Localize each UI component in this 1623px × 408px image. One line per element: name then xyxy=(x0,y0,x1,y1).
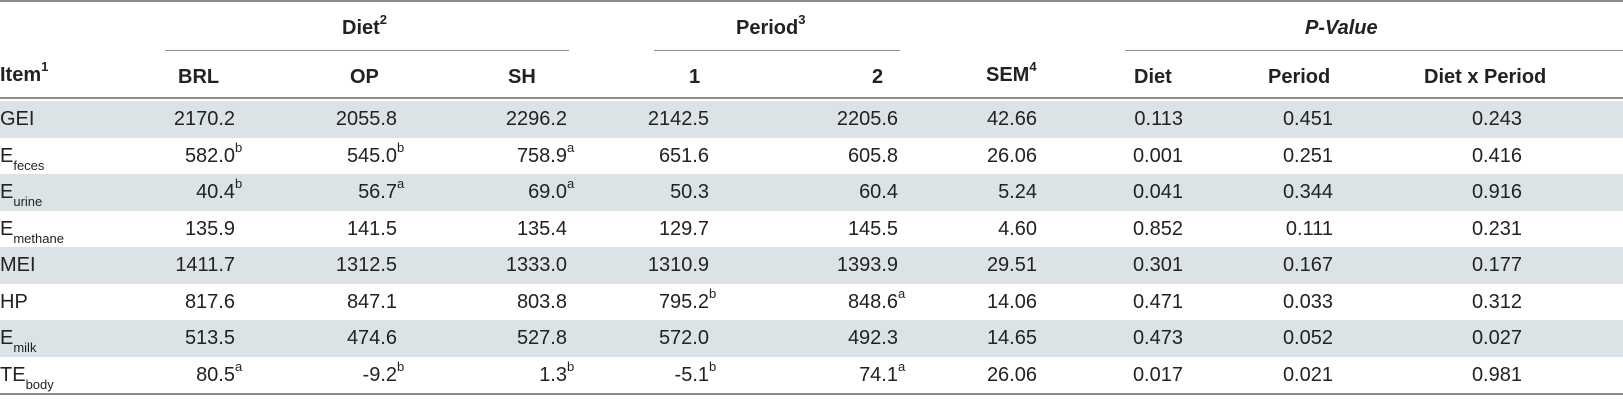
cell-p-period xyxy=(1283,363,1333,387)
cell-value: 651.6 xyxy=(658,144,709,167)
cell-op xyxy=(347,217,407,241)
header-brl: BRL xyxy=(178,66,220,88)
cell-value: 135.4 xyxy=(516,217,567,240)
cell-value: 26.06 xyxy=(986,363,1037,386)
cell-value: 0.033 xyxy=(1282,290,1333,313)
cell-sem xyxy=(998,180,1037,204)
cell-value: 1333.0 xyxy=(505,254,567,276)
cell-value: 0.473 xyxy=(1132,327,1183,349)
cell-value: 0.027 xyxy=(1471,327,1522,349)
cell-brl xyxy=(185,217,245,241)
cell-p-diet xyxy=(1134,107,1183,131)
cell-period-2 xyxy=(848,144,908,168)
cell-value: 605.8 xyxy=(847,144,898,167)
cell-period-1 xyxy=(659,326,719,350)
cell-value: 0.416 xyxy=(1471,144,1522,167)
header-sh: SH xyxy=(508,66,536,88)
header-diet-group: Diet$^2$ xyxy=(342,12,388,39)
cell-value: 527.8 xyxy=(516,327,567,349)
cell-value: -9.2 xyxy=(362,363,397,386)
cell-value: 0.451 xyxy=(1282,108,1333,130)
cell-sem xyxy=(987,144,1037,168)
cell-value: 0.111 xyxy=(1285,217,1333,240)
cell-value: 69.0 xyxy=(528,181,567,203)
cell-period-1 xyxy=(659,144,719,168)
diet-group-underline xyxy=(165,50,569,51)
header-period-group: Period$^3$ xyxy=(736,12,806,39)
row-label-subscript: methane xyxy=(13,230,64,246)
cell-value: 0.017 xyxy=(1132,363,1183,386)
cell-value: 847.1 xyxy=(346,290,397,313)
cell-sem xyxy=(987,290,1037,314)
cell-value: 60.4 xyxy=(859,181,898,203)
cell-sem xyxy=(987,363,1037,387)
cell-value: -5.1 xyxy=(674,363,709,386)
cell-value: 795.2 xyxy=(658,290,709,313)
cell-brl xyxy=(174,107,245,131)
pvalue-group-underline xyxy=(1125,50,1623,51)
cell-value: 129.7 xyxy=(658,217,709,240)
cell-value: 2055.8 xyxy=(335,108,397,130)
cell-value: 0.052 xyxy=(1282,327,1333,349)
cell-value: 14.65 xyxy=(986,327,1037,349)
cell-p-diet xyxy=(1133,326,1183,350)
cell-p-diet-x-period xyxy=(1472,144,1522,168)
cell-value: 0.852 xyxy=(1132,217,1183,240)
cell-value: 1411.7 xyxy=(175,254,235,276)
cell-p-diet-x-period xyxy=(1472,253,1522,277)
cell-brl: 80.5$^a$ xyxy=(196,358,243,386)
cell-sh xyxy=(506,253,577,277)
cell-period-2: 74.1$^a$ xyxy=(859,358,906,386)
header-op: OP xyxy=(350,66,379,88)
cell-op xyxy=(336,253,407,277)
cell-op: 545.0$^b$ xyxy=(346,139,405,167)
cell-op xyxy=(336,107,407,131)
cell-sh: 758.9$^a$ xyxy=(516,139,575,167)
header-sem: SEM$^4$ xyxy=(986,59,1037,86)
cell-value: 1310.9 xyxy=(647,254,709,276)
cell-brl: 40.4$^b$ xyxy=(196,176,243,203)
row-label-subscript: body xyxy=(25,376,54,392)
row-label-subscript: urine xyxy=(13,194,43,209)
cell-value: 29.51 xyxy=(986,254,1037,276)
cell-value: 4.60 xyxy=(998,217,1037,240)
cell-p-period xyxy=(1283,290,1333,314)
cell-value: 0.231 xyxy=(1471,217,1522,240)
top-rule xyxy=(0,0,1623,2)
cell-p-diet xyxy=(1133,217,1183,241)
cell-period-1: 795.2$^b$ xyxy=(658,285,717,313)
cell-p-period xyxy=(1283,326,1333,350)
period-group-underline xyxy=(654,50,900,51)
cell-p-diet-x-period xyxy=(1472,290,1522,314)
cell-value: 474.6 xyxy=(346,327,397,349)
row-label xyxy=(0,217,64,246)
cell-value: 492.3 xyxy=(847,327,898,349)
cell-value: 145.5 xyxy=(847,217,898,240)
cell-sh xyxy=(517,326,577,350)
cell-sem xyxy=(987,107,1037,131)
cell-value: 42.66 xyxy=(986,108,1037,130)
cell-op xyxy=(347,326,407,350)
cell-value: 135.9 xyxy=(184,217,235,240)
cell-period-2 xyxy=(848,326,908,350)
cell-period-1: -5.1$^b$ xyxy=(674,358,717,386)
cell-sh: 1.3$^b$ xyxy=(539,358,575,386)
cell-value: 74.1 xyxy=(859,363,898,386)
bottom-rule xyxy=(0,393,1623,395)
cell-value: 2296.2 xyxy=(505,108,567,130)
cell-value: 0.344 xyxy=(1282,181,1333,203)
cell-p-period xyxy=(1286,217,1333,241)
cell-value: 513.5 xyxy=(184,327,235,349)
header-period-2: 2 xyxy=(872,66,884,88)
row-label-text: GEI xyxy=(0,108,35,130)
cell-brl xyxy=(185,326,245,350)
cell-value: 56.7 xyxy=(358,181,397,203)
cell-period-1 xyxy=(648,253,719,277)
cell-p-diet-x-period xyxy=(1472,217,1522,241)
cell-value: 26.06 xyxy=(986,144,1037,167)
row-label-text: E xyxy=(0,181,14,203)
row-label xyxy=(0,180,43,209)
row-label-text: MEI xyxy=(0,254,36,276)
header-pvalue-diet: Diet xyxy=(1134,66,1172,88)
cell-value: 848.6 xyxy=(847,290,898,313)
cell-period-2 xyxy=(859,180,908,204)
cell-period-2 xyxy=(837,107,908,131)
row-label-text: HP xyxy=(0,290,28,313)
cell-p-diet xyxy=(1133,363,1183,387)
cell-sh xyxy=(517,217,577,241)
cell-value: 758.9 xyxy=(516,144,567,167)
cell-value: 0.041 xyxy=(1132,181,1183,203)
row-label-text: E xyxy=(0,327,14,349)
cell-value: 80.5 xyxy=(196,363,235,386)
cell-value: 141.5 xyxy=(346,217,397,240)
header-rule xyxy=(0,97,1623,99)
cell-brl xyxy=(185,290,245,314)
row-label xyxy=(0,144,45,173)
cell-value: 2205.6 xyxy=(836,108,898,130)
cell-value: 50.3 xyxy=(670,181,709,203)
cell-p-period xyxy=(1283,180,1333,204)
cell-op xyxy=(347,290,407,314)
cell-value: 14.06 xyxy=(986,290,1037,313)
cell-p-diet xyxy=(1133,290,1183,314)
row-label-text: E xyxy=(0,217,14,240)
cell-value: 0.981 xyxy=(1471,363,1522,386)
cell-value: 0.113 xyxy=(1134,108,1183,130)
cell-value: 803.8 xyxy=(516,290,567,313)
cell-p-diet-x-period xyxy=(1472,107,1522,131)
header-pvalue-group: P-Value xyxy=(1305,17,1378,39)
cell-value: 817.6 xyxy=(184,290,235,313)
cell-value: 0.471 xyxy=(1132,290,1183,313)
cell-sh: 69.0$^a$ xyxy=(528,176,575,203)
cell-period-1 xyxy=(670,180,719,204)
row-label xyxy=(0,290,28,314)
cell-p-diet xyxy=(1133,253,1183,277)
cell-sh xyxy=(506,107,577,131)
row-label xyxy=(0,107,34,131)
cell-p-period xyxy=(1283,144,1333,168)
cell-p-period xyxy=(1283,107,1333,131)
cell-value: 2170.2 xyxy=(173,108,235,130)
cell-p-period xyxy=(1283,253,1333,277)
cell-sem xyxy=(998,217,1037,241)
cell-value: 0.021 xyxy=(1282,363,1333,386)
row-label xyxy=(0,253,36,277)
header-pvalue-diet-x-period: Diet x Period xyxy=(1424,66,1547,88)
cell-brl xyxy=(175,253,245,277)
header-period-1: 1 xyxy=(689,66,701,88)
cell-period-2 xyxy=(848,217,908,241)
cell-period-2 xyxy=(837,253,908,277)
header-pvalue-period: Period xyxy=(1268,66,1331,88)
cell-value: 0.916 xyxy=(1471,181,1522,203)
cell-p-diet-x-period xyxy=(1472,180,1522,204)
cell-value: 0.177 xyxy=(1471,254,1522,276)
cell-value: 0.312 xyxy=(1471,290,1522,313)
cell-value: 545.0 xyxy=(346,144,397,167)
cell-value: 5.24 xyxy=(998,181,1037,203)
cell-value: 1.3 xyxy=(539,363,567,386)
cell-value: 582.0 xyxy=(184,144,235,167)
cell-p-diet xyxy=(1133,180,1183,204)
cell-brl: 582.0$^b$ xyxy=(184,139,243,167)
row-label xyxy=(0,326,37,355)
cell-value: 1393.9 xyxy=(836,254,898,276)
row-label-text: E xyxy=(0,144,14,167)
cell-p-diet-x-period xyxy=(1472,363,1522,387)
cell-value: 2142.5 xyxy=(647,108,709,130)
cell-value: 0.301 xyxy=(1132,254,1183,276)
cell-op: 56.7$^a$ xyxy=(358,176,405,203)
cell-sh xyxy=(517,290,577,314)
cell-op: -9.2$^b$ xyxy=(362,358,405,386)
cell-period-1 xyxy=(659,217,719,241)
cell-value: 0.167 xyxy=(1282,254,1333,276)
cell-period-2: 848.6$^a$ xyxy=(847,285,906,313)
cell-value: 0.243 xyxy=(1471,108,1522,130)
row-label-subscript: feces xyxy=(13,157,45,173)
cell-value: 40.4 xyxy=(196,181,235,203)
row-label-subscript: milk xyxy=(13,340,37,355)
cell-sem xyxy=(987,326,1037,350)
cell-value: 0.001 xyxy=(1132,144,1183,167)
row-label xyxy=(0,363,54,392)
cell-p-diet xyxy=(1133,144,1183,168)
cell-value: 0.251 xyxy=(1282,144,1333,167)
cell-p-diet-x-period xyxy=(1472,326,1522,350)
cell-value: 572.0 xyxy=(658,327,709,349)
cell-period-1 xyxy=(648,107,719,131)
cell-value: 1312.5 xyxy=(335,254,397,276)
row-label-text: TE xyxy=(0,363,26,386)
header-item: Item$^1$ xyxy=(0,59,49,86)
cell-sem xyxy=(987,253,1037,277)
